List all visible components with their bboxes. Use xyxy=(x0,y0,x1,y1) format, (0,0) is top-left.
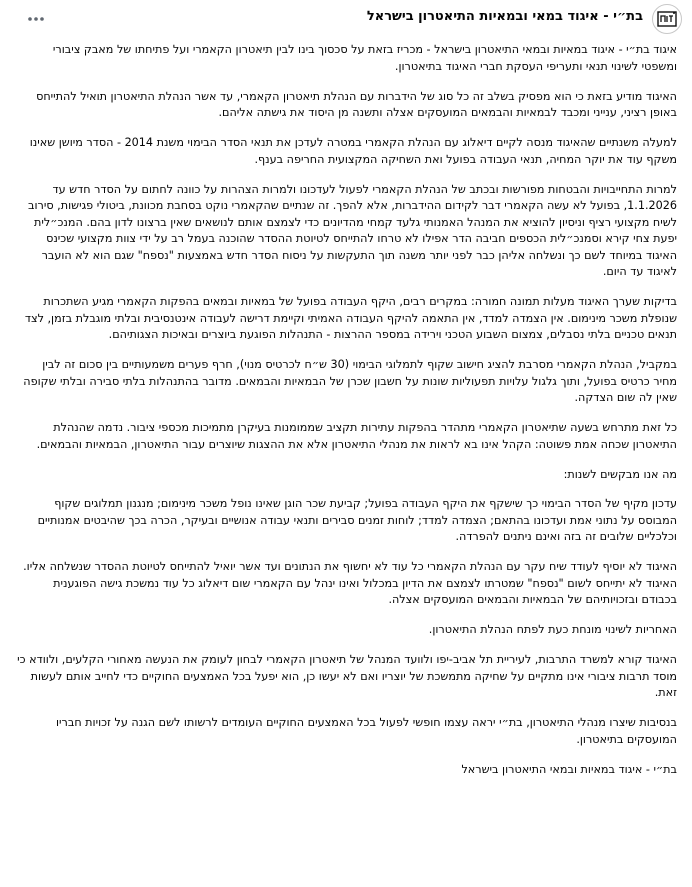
post-paragraph: בנסיבות שיצרו מנהלי התיאטרון, בת״י יראה עצמו חופשי לפעול בכל האמצעים החוקיים העומדים לרשותו לשם הגנה על זכויות חבריו המועסקים בתיאטרון. xyxy=(55,716,677,746)
logo-icon xyxy=(653,5,681,33)
post-paragraph: עדכון מקיף של הסדר הבימוי כך שישקף את היקף העבודה בפועל; קביעת שכר הוגן שאינו נופל משכר מינימום; מנגנון תמלוגים שקוף המבוסס על נתוני אמת ועדכונו בהתאם; הצמדה למדד; לוחות זמנים סבירים ותנאי עבודה אנושיים ובעיקר, הכרה בכך שהיבטים אמנותיים וכלכליים שלובים זה בזה ואינם ניתנים להפרדה. xyxy=(37,497,677,543)
post-paragraph: האחריות לשינוי מונחת כעת לפתח הנהלת התיאטרון. xyxy=(428,623,677,636)
more-options-icon xyxy=(27,16,45,22)
post-paragraph: האיגוד לא יוסיף לעודד שיח עקר עם הנהלת הקאמרי כל עוד לא יחשוף את הנתונים ועד אשר יואיל להתייחס לטיוטת ההסדר שנשלחה אליו. האיגוד לא יתייחס לשום "נספח" שמטרתו לצמצם את הדיון במכלול ואינו ינהל עם הקאמרי שום דיאלוג כל עוד נמשכת גישה הפוגענית בכבודם ובזכויותיהם של הבמאיות והבמאים המועסקים אצלה. xyxy=(23,560,677,606)
post-author[interactable]: בת״י - איגוד במאי ובמאיות התיאטרון בישראל xyxy=(366,9,643,24)
post-paragraph: איגוד בת״י - איגוד במאיות ובמאי התיאטרון בישראל - מכריז בזאת על סכסוך בינו לבין תיאטרון הקאמרי ועל פתיחתו של מאבק ציבורי ומשפטי לשינוי תנאי ותעריפי העסקת חברי האיגוד בתיאטרון. xyxy=(52,43,677,73)
post-paragraph: כל זאת מתרחש בשעה שתיאטרון הקאמרי מתהדר בהפקות עתירות תקציב שממומנות בעיקרן מתמיכות מכספי ציבור. נדמה שהנהלת התיאטרון שכחה אמת פשוטה: הקהל אינו בא לראות את מנהלי התיאטרון אלא את ההצגות שיוצרים עבור התיאטרון, הבמאיות והבמאים. xyxy=(36,421,677,451)
post-paragraph: בדיקות שערך האיגוד מעלות תמונה חמורה: במקרים רבים, היקף העבודה בפועל של במאיות ובמאים בהפקות הקאמרי מגיע השתכרות שנופלת משכר מינימום. אין הצמדה למדד, אין התאמה להיקף העבודה האמיתי וקיימת דרישה לעבודה אינטנסיבית ובלתי מוגבלת בזמן, לצד תנאים טכניים בלתי נסבלים, צמצום השבוע הטכני וירידה במספר ההרצות - התנהלות הפוגעת ביוצרים ובאיכות הצגותיהם. xyxy=(24,295,677,341)
post-paragraph: למעלה משנתיים שהאיגוד מנסה לקיים דיאלוג עם הנהלת הקאמרי במטרה לעדכן את תנאי הסדר הבימוי משנת 2014 - הסדר מיושן שאינו משקף עוד את יוקר המחיה, תנאי העבודה בפועל ואת השחיקה המקצועית החריפה בענף. xyxy=(29,136,677,166)
post-header xyxy=(0,0,692,40)
post-paragraph: האיגוד מודיע בזאת כי הוא מפסיק בשלב זה כל סוג של הידברות עם הנהלת תיאטרון הקאמרי, עד אשר הנהלת התיאטרון תואיל להתייחס באופן רציני, ענייני ומכבד לבמאיות והבמאים המועסקים אצלה ותשנה מן היסוד את גישתה אליהם. xyxy=(36,89,677,119)
post-signature: בת״י - איגוד במאיות ובמאי התיאטרון בישראל xyxy=(461,762,677,776)
post-paragraph: למרות התחייבויות והבטחות מפורשות ובכתב של הנהלת הקאמרי לפעול לעדכונו ולמרות הצהרות על כוונה לחתום על הסדר חדש עד 1.1.2026, בפועל לא עשה הקאמרי דבר לקידום ההידברות, אלא להפך. זה שנתיים שהקאמרי נוקט בסחבת מכוונת, ביטולי פגישות, סירוב לשיח מקצועי רציף וניסיון להוציא את המנהל האמנותי גלעד קמחי מהדיונים כדי לצמצם אותם לנושאים שאין ברצונו לדון בהם. המנכ״לית יפעת צחי קירא וסמנכ״לית הכספים חביבה הדר אפילו לא טרחו להתייחס לטיוטת ההסדר שהוכנה בעמל רב על ידי צוות מקצועי שכינס האיגוד במיוחד לשם כך ונשלחה אליהן כבר לפני יותר משנה תוך התעקשות על ניסוח הסדר חדש באמצעות "נספח" שגם הוא לא הועבר לאיגוד עד היום. xyxy=(28,182,677,278)
more-options-button[interactable] xyxy=(22,8,50,30)
post-paragraph: האיגוד קורא למשרד התרבות, לעיריית תל אביב-יפו ולוועד המנהל של תיאטרון הקאמרי לבחון לעומק את הנעשה מאחורי הקלעים, ולוודא כי מוסד תרבות ציבורי אינו מתקיים על שחיקה מתמשכת של יוצריו ואם לא יעשו כן, הוא יפעל בכל האמצעים החוקיים כדי לחייב אותם לעשות זאת. xyxy=(17,653,677,699)
post-body xyxy=(15,42,677,778)
post-paragraph: במקביל, הנהלת הקאמרי מסרבת להציג חישוב שקוף לתמלוגי הבימוי (30 ש״ח לכרטיס מנוי), חרף פערים משמעותיים בין סכום זה לבין מחיר כרטיס בפועל, ותוך גלגול עלויות תפעוליות שונות על חשבון שכרן של הבמאיות והבמאים. מדובר בהתנהלות בלתי סבירה ובלתי שקופה שאין לה שום הצדקה. xyxy=(23,358,677,404)
post-paragraph: מה אנו מבקשים לשנות: xyxy=(563,467,677,481)
avatar[interactable] xyxy=(652,4,682,34)
